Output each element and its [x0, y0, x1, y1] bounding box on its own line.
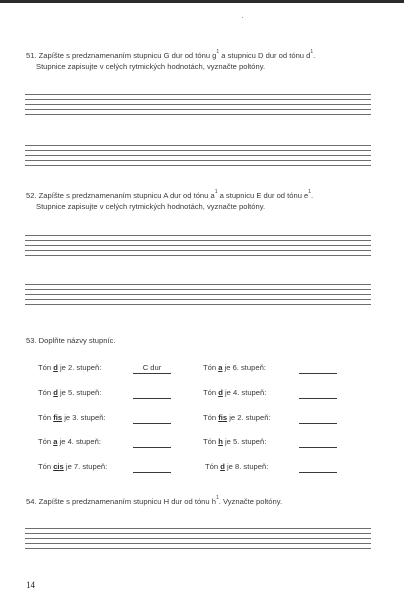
- task-54-line1: 54. Zapíšte s predznamenaním stupnicu H dur od tónu $h^1$. Vyznačte poltóny.: [26, 495, 283, 506]
- task-53-title: 53. Doplňte názvy stupníc.: [26, 336, 116, 345]
- answer-field[interactable]: [133, 388, 171, 399]
- task-54: [26, 496, 376, 507]
- answer-field[interactable]: [133, 462, 171, 473]
- task-52-line2: Stupnice zapisujte v celých rytmických hodnotách, vyznačte poltóny.: [36, 202, 266, 211]
- scale-question: Tón d je 2. stupeň:: [38, 363, 102, 372]
- answer-field[interactable]: [133, 437, 171, 448]
- task-52: [26, 190, 376, 212]
- task-51-line1: 51. Zapíšte s predznamenaním stupnicu G dur od tónu $g^1$ a stupnicu D dur od tónu $d^1$.: [26, 49, 316, 60]
- answer-field[interactable]: [299, 363, 337, 374]
- answer-field[interactable]: [299, 462, 337, 473]
- scale-question: Tón d je 4. stupeň:: [203, 388, 267, 397]
- answer-field[interactable]: [299, 437, 337, 448]
- scale-question: Tón a je 6. stupeň:: [203, 363, 266, 372]
- scale-question: Tón fis je 3. stupeň:: [38, 413, 106, 422]
- page-number: 14: [26, 580, 35, 590]
- task-52-line1: 52. Zapíšte s predznamenaním stupnicu A dur od tónu $a^1$ a stupnicu E dur od tónu $e^1$.: [26, 189, 314, 200]
- answer-field[interactable]: [299, 388, 337, 399]
- scale-question: Tón h je 5. stupeň:: [203, 437, 267, 446]
- top-border: [0, 0, 404, 3]
- task-51: [26, 50, 376, 72]
- answer-field[interactable]: [299, 413, 337, 424]
- scan-speck: [242, 17, 243, 18]
- answer-field[interactable]: [133, 413, 171, 424]
- answer-field[interactable]: C dur: [133, 363, 171, 374]
- scale-question: Tón d je 5. stupeň:: [38, 388, 102, 397]
- scale-question: Tón d je 8. stupeň:: [205, 462, 269, 471]
- scale-question: Tón fis je 2. stupeň:: [203, 413, 271, 422]
- scale-question: Tón a je 4. stupeň:: [38, 437, 101, 446]
- scale-question: Tón cis je 7. stupeň:: [38, 462, 108, 471]
- task-51-line2: Stupnice zapisujte v celých rytmických hodnotách, vyznačte poltóny.: [36, 62, 266, 71]
